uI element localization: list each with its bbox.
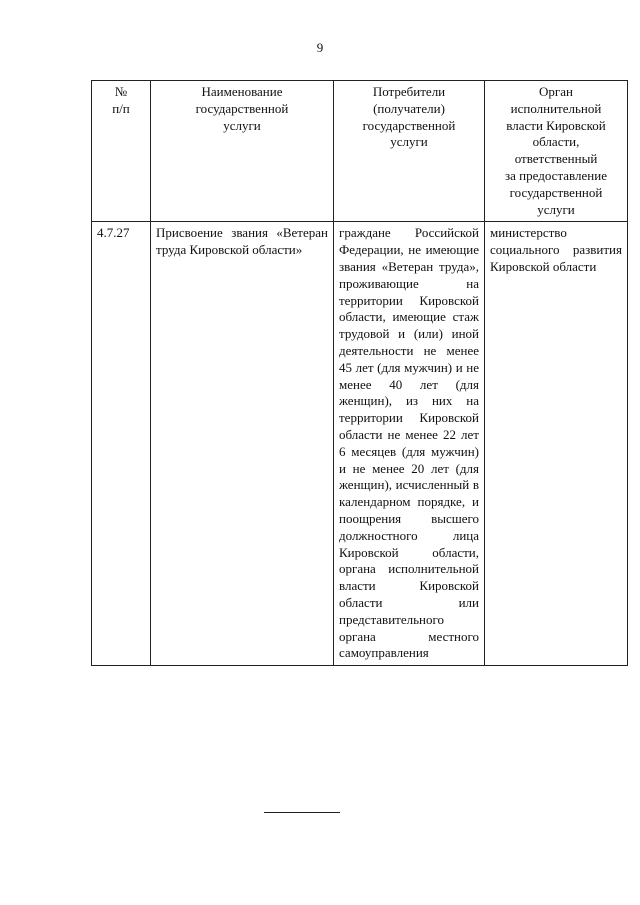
header-recipients-line: государственной xyxy=(362,117,456,133)
row-recipients: граждане Российской Федерации, не имеющие звания «Ветеран труда», проживающие на территории Кировской области, имеющие стаж трудовой и (или) иной деятельности не менее 45 лет (для мужчин) и не менее 40 лет (для женщин), из них на территории Кировской области не менее 22 лет 6 месяцев (для мужчин) и не менее 20 лет (для женщин), исчисленный в календарном порядке, и поощрения высшего должностного лица Кировской области, органа исполнительной власти Кировской области или представительного органа местного самоуправления xyxy=(334,222,485,666)
header-authority-line: услуги xyxy=(537,201,575,217)
header-service-name-line: государственной xyxy=(195,100,289,116)
table-row xyxy=(92,222,628,666)
header-authority-line: за предоставление xyxy=(505,167,607,183)
header-service-name-line: услуги xyxy=(223,117,261,133)
page-number: 9 xyxy=(316,40,324,55)
header-authority-line: государственной xyxy=(509,184,603,200)
header-authority-line: Орган xyxy=(539,84,573,99)
row-service-name: Присвоение звания «Ветеран труда Кировской области» xyxy=(151,222,334,666)
header-recipients-line: Потребители xyxy=(372,84,446,99)
header-recipients-line: услуги xyxy=(390,134,428,150)
footer-divider xyxy=(264,812,340,813)
header-recipients xyxy=(334,81,485,222)
header-number-line: № xyxy=(114,84,128,99)
header-number xyxy=(92,81,151,222)
header-authority-line: ответственный xyxy=(514,151,598,167)
header-number-line: п/п xyxy=(112,100,130,116)
row-authority: министерство социального развития Кировской области xyxy=(485,222,628,666)
header-recipients-line: (получатели) xyxy=(373,100,445,116)
header-authority-line: власти Кировской xyxy=(506,117,606,133)
services-table xyxy=(91,80,628,666)
table-header-row xyxy=(92,81,628,222)
header-authority xyxy=(485,81,628,222)
header-service-name-line: Наименование xyxy=(201,84,283,99)
header-service-name xyxy=(151,81,334,222)
header-authority-line: области, xyxy=(532,134,580,150)
header-authority-line: исполнительной xyxy=(510,100,602,116)
row-number: 4.7.27 xyxy=(92,222,151,666)
